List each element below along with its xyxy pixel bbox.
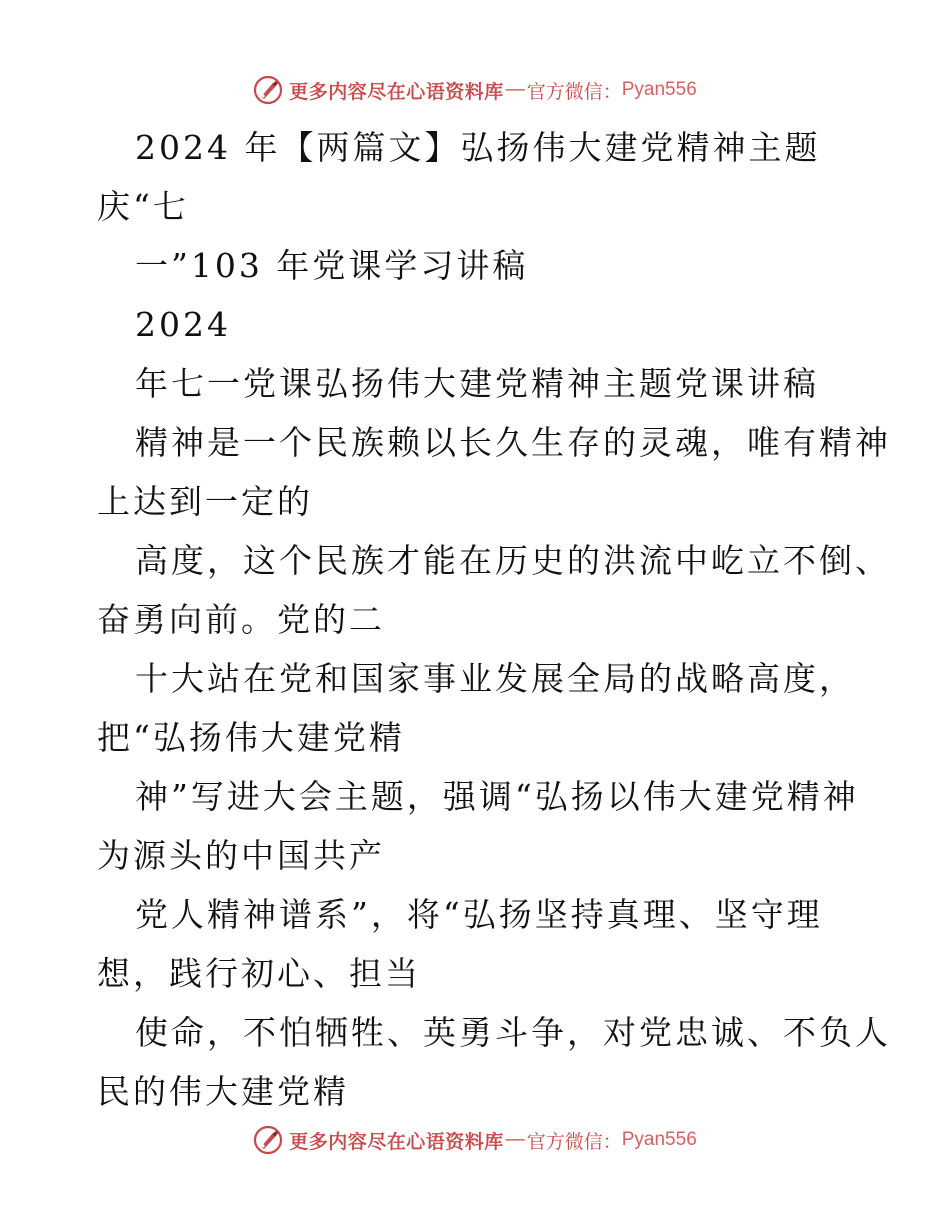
header-watermark-banner (0, 70, 950, 110)
banner-site-text: 更多内容尽在心语资料库 (289, 1131, 504, 1153)
footer-watermark-banner (0, 1120, 950, 1160)
text-line: 党人精神谱系”，将“弘扬坚持真理、坚守理 (135, 895, 823, 934)
pen-nib-logo-icon (253, 1125, 283, 1155)
text-line: 上达到一定的 (97, 482, 313, 521)
text-line: 民的伟大建党精 (97, 1072, 349, 1111)
banner-wechat-id: Pyan556 (621, 1129, 697, 1150)
banner-separator: — (505, 1129, 525, 1150)
document-body (97, 118, 891, 1121)
text-line: 一”103 年党课学习讲稿 (135, 246, 529, 285)
text-line: 庆“七 (97, 187, 189, 226)
text-line: 使命，不怕牺牲、英勇斗争，对党忠诚、不负人 (135, 1013, 891, 1052)
text-line: 十大站在党和国家事业发展全局的战略高度， (135, 659, 855, 698)
banner-separator: — (505, 79, 525, 100)
text-line: 2024 年【两篇文】弘扬伟大建党精神主题 (135, 128, 821, 167)
banner-wechat-id: Pyan556 (621, 79, 697, 100)
text-line: 为源头的中国共产 (97, 836, 385, 875)
banner-wechat-label: 官方微信： (526, 81, 622, 103)
banner-site-text: 更多内容尽在心语资料库 (289, 81, 504, 103)
text-line: 奋勇向前。党的二 (97, 600, 385, 639)
text-line: 高度，这个民族才能在历史的洪流中屹立不倒、 (135, 541, 891, 580)
text-line: 神”写进大会主题，强调“弘扬以伟大建党精神 (135, 777, 859, 816)
text-line: 精神是一个民族赖以长久生存的灵魂，唯有精神 (135, 423, 891, 462)
text-line: 年七一党课弘扬伟大建党精神主题党课讲稿 (135, 364, 819, 403)
text-line: 2024 (135, 305, 231, 344)
text-line: 想，践行初心、担当 (97, 954, 421, 993)
pen-nib-logo-icon (253, 75, 283, 105)
text-line: 把“弘扬伟大建党精 (97, 718, 405, 757)
banner-wechat-label: 官方微信： (526, 1131, 622, 1153)
